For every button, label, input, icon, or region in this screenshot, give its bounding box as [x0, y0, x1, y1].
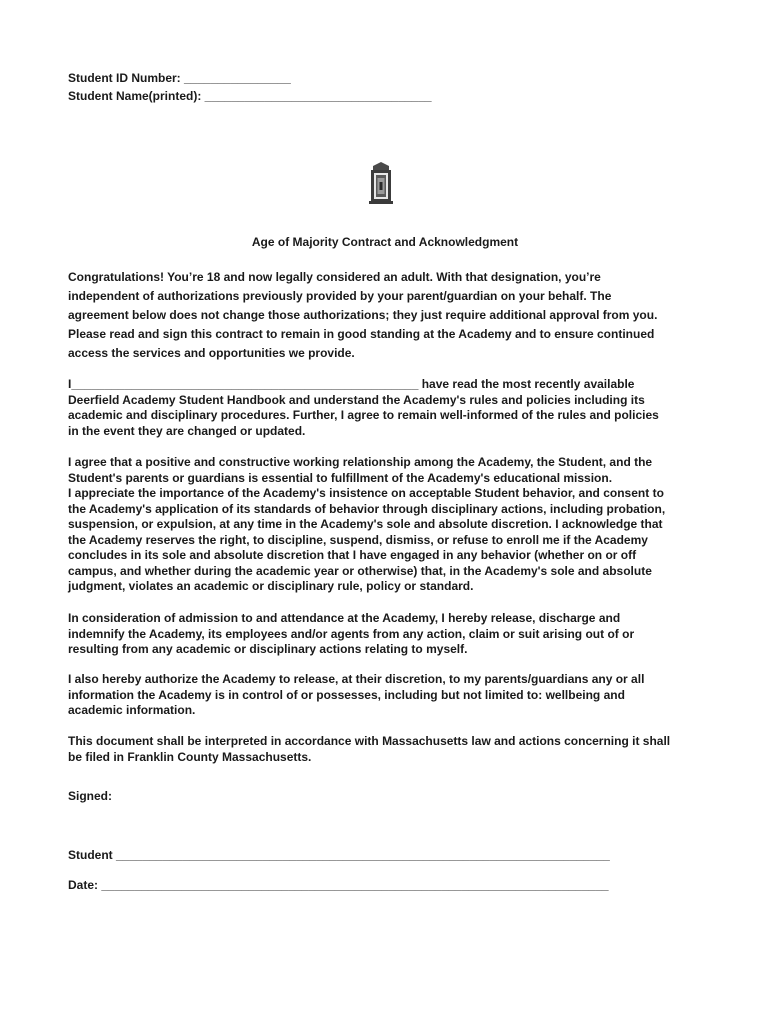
authorization-paragraph — [68, 672, 708, 719]
authorization-line: I also hereby authorize the Academy to release, at their discretion, to my parents/guardians any or all — [68, 672, 645, 686]
intro-line: Please read and sign this contract to remain in good standing at the Academy and to ensure continued — [68, 327, 655, 341]
relationship-line: I agree that a positive and constructive working relationship among the Academy, the Student, and the — [68, 455, 653, 469]
acknowledgment-name-line[interactable]: I____________________________________________________ have read the most recently available — [68, 377, 635, 391]
governing-law-paragraph — [68, 734, 708, 765]
acknowledgment-paragraph — [68, 377, 708, 439]
relationship-line: the Academy's application of its standards of behavior through disciplinary actions, including probation, — [68, 501, 666, 516]
governing-law-line: be filed in Franklin County Massachusetts. — [68, 749, 312, 764]
relationship-line: judgment, violates an academic or disciplinary rule, policy or standard. — [68, 579, 474, 593]
consideration-line: resulting from any academic or disciplinary actions relating to myself. — [68, 642, 468, 656]
governing-law-line: This document shall be interpreted in accordance with Massachusetts law and actions concerning it shall — [68, 734, 671, 748]
consideration-paragraph — [68, 611, 708, 658]
relationship-line: Student's parents or guardians is essential to fulfillment of the Academy's educational mission. — [68, 470, 613, 485]
intro-line: access the services and opportunities we provide. — [68, 346, 355, 360]
relationship-line: I appreciate the importance of the Academy's insistence on acceptable Student behavior, and consent to — [68, 486, 664, 500]
student-signature-line[interactable]: Student __________________________________________________________________________ — [68, 848, 610, 862]
student-name-line[interactable]: Student Name(printed): __________________________________ — [68, 89, 432, 103]
relationship-line: campus, and whether during the academic year or otherwise) that, in the Academy's sole and absolute — [68, 563, 652, 578]
student-id-line[interactable]: Student ID Number: ________________ — [68, 71, 291, 85]
relationship-line: suspension, or expulsion, at any time in the Academy's sole and absolute discretion. I acknowledge that — [68, 517, 663, 531]
consideration-line: indemnify the Academy, its employees and/or agents from any action, claim or suit arising out of or — [68, 626, 635, 641]
document-title: Age of Majority Contract and Acknowledgment — [251, 235, 519, 249]
intro-paragraph — [68, 268, 708, 363]
date-line[interactable]: Date: ____________________________________________________________________________ — [68, 878, 609, 892]
academy-seal-icon — [368, 161, 394, 205]
intro-line: Congratulations! You’re 18 and now legally considered an adult. With that designation, you’re — [68, 270, 601, 284]
relationship-line: the Academy reserves the right, to discipline, suspend, dismiss, or refuse to enroll me if the Academy — [68, 532, 648, 547]
acknowledgment-line: academic and disciplinary procedures. Further, I agree to remain well-informed of the rules and policies — [68, 408, 659, 422]
relationship-paragraph — [68, 455, 708, 595]
relationship-line: concludes in its sole and absolute discretion that I have engaged in any behavior (whether on or off — [68, 548, 637, 562]
signed-label: Signed: — [68, 789, 112, 803]
acknowledgment-line: Deerfield Academy Student Handbook and understand the Academy's rules and policies including its — [68, 392, 645, 407]
authorization-line: information the Academy is in control of or possesses, including but not limited to: wellbeing and — [68, 687, 625, 702]
acknowledgment-line: in the event they are changed or updated. — [68, 423, 306, 438]
intro-line: agreement below does not change those authorizations; they just require additional approval from you. — [68, 308, 658, 322]
intro-line: independent of authorizations previously provided by your parent/guardian on your behalf. The — [68, 289, 612, 303]
consideration-line: In consideration of admission to and attendance at the Academy, I hereby release, discharge and — [68, 611, 621, 625]
authorization-line: academic information. — [68, 703, 196, 717]
